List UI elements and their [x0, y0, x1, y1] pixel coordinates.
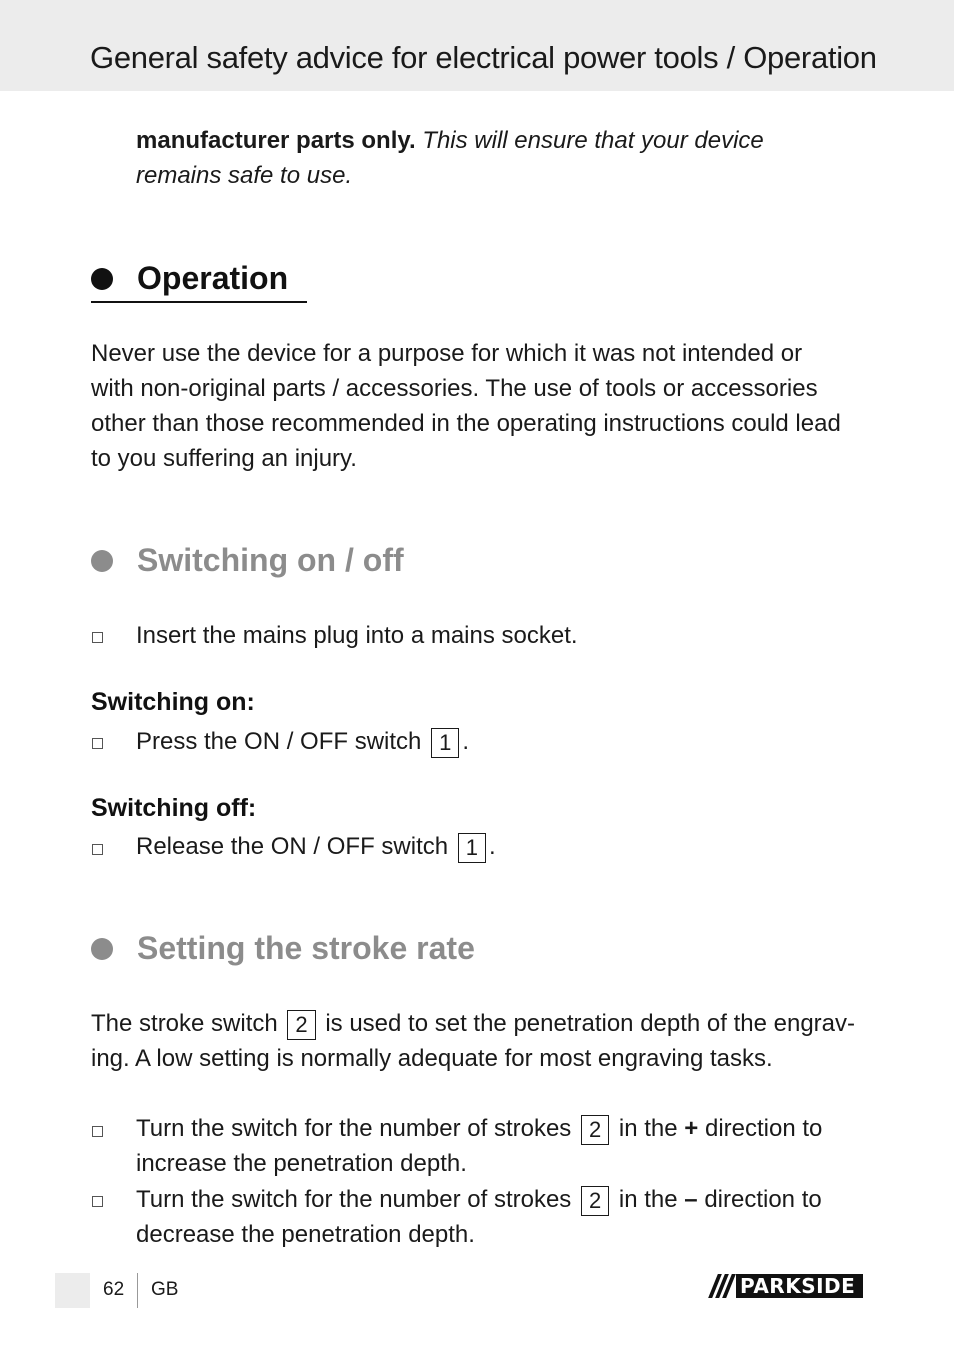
- stroke-paragraph: [91, 1006, 891, 1076]
- operation-line: Never use the device for a purpose for which it was not intended or: [91, 340, 803, 367]
- step-checkbox-icon: [92, 1126, 103, 1137]
- step-checkbox-icon: [92, 632, 103, 643]
- step-increase: [136, 1111, 896, 1181]
- step-text: in the: [618, 1186, 678, 1213]
- step-decrease: [136, 1182, 896, 1252]
- reference-number-box: 2: [581, 1115, 609, 1145]
- step-text: Turn the switch for the number of strokes: [136, 1186, 572, 1213]
- bullet-dot-icon: [91, 550, 113, 572]
- step-text: in the: [618, 1115, 678, 1142]
- step-text: direction to: [704, 1115, 823, 1142]
- parkside-logo: [706, 1274, 863, 1298]
- minus-sign: –: [684, 1186, 698, 1213]
- switching-heading: Switching on / off: [137, 542, 404, 578]
- switching-on-heading: Switching on:: [91, 688, 255, 716]
- stroke-heading: Setting the stroke rate: [137, 930, 475, 966]
- plus-sign: +: [684, 1115, 699, 1142]
- step-text: decrease the penetration depth.: [136, 1221, 475, 1248]
- operation-heading: Operation: [137, 260, 289, 296]
- reference-number-box: 1: [458, 833, 486, 863]
- step-checkbox-icon: [92, 1196, 103, 1207]
- stroke-text: ing. A low setting is normally adequate for most engraving tasks.: [91, 1045, 773, 1072]
- reference-number-box: 2: [287, 1010, 315, 1040]
- step-checkbox-icon: [92, 844, 103, 855]
- language-code: GB: [151, 1279, 179, 1300]
- intro-bold-text: manufacturer parts only.: [136, 127, 416, 154]
- footer-divider: [137, 1273, 138, 1308]
- period: .: [462, 728, 469, 755]
- intro-paragraph: [136, 123, 896, 193]
- intro-italic-text: This will ensure that your device: [422, 127, 764, 154]
- operation-paragraph: [91, 336, 891, 476]
- page-header-title: General safety advice for electrical power tools / Operation: [90, 40, 877, 75]
- reference-number-box: 2: [581, 1186, 609, 1216]
- period: .: [489, 833, 496, 860]
- heading-underline: [91, 301, 307, 303]
- step-text: direction to: [704, 1186, 822, 1213]
- reference-number-box: 1: [431, 728, 459, 758]
- step-text: increase the penetration depth.: [136, 1150, 467, 1177]
- brand-name: PARKSIDE: [740, 1274, 856, 1298]
- step-text: Release the ON / OFF switch: [136, 833, 449, 860]
- stroke-text: is used to set the penetration depth of the engrav-: [325, 1010, 856, 1037]
- stroke-text: The stroke switch: [91, 1010, 278, 1037]
- operation-line: with non-original parts / accessories. The use of tools or accessories: [91, 375, 818, 402]
- intro-italic-text-2: remains safe to use.: [136, 162, 353, 189]
- bullet-dot-icon: [91, 938, 113, 960]
- step-switch-off: [136, 829, 496, 864]
- logo-stripes-icon: [706, 1274, 736, 1298]
- step-checkbox-icon: [92, 738, 103, 749]
- step-text: Press the ON / OFF switch: [136, 728, 422, 755]
- footer-marker: [55, 1273, 90, 1308]
- step-switch-on: [136, 724, 469, 759]
- bullet-dot-icon: [91, 268, 113, 290]
- step-text: Turn the switch for the number of strokes: [136, 1115, 572, 1142]
- switching-off-heading: Switching off:: [91, 794, 257, 822]
- step-insert-plug: Insert the mains plug into a mains socket.: [136, 622, 578, 649]
- page-number: 62: [103, 1279, 125, 1300]
- operation-line: to you suffering an injury.: [91, 445, 357, 472]
- operation-line: other than those recommended in the operating instructions could lead: [91, 410, 841, 437]
